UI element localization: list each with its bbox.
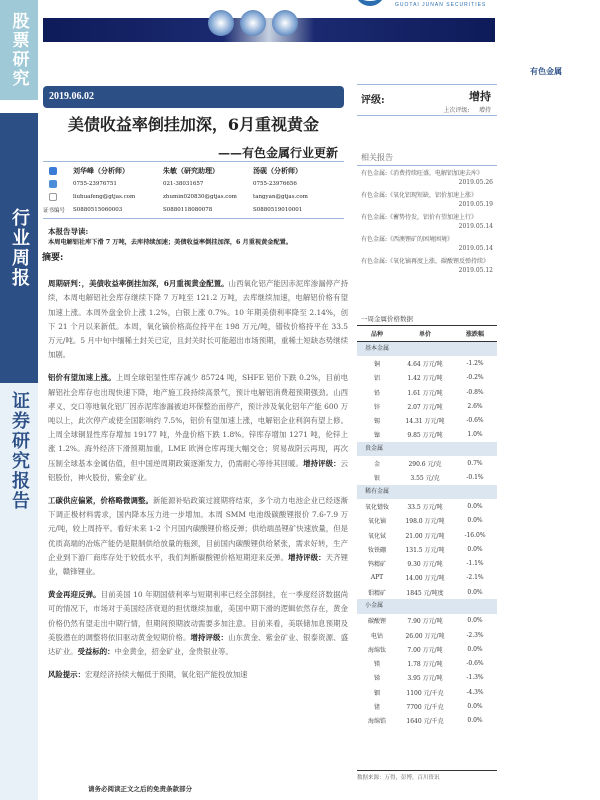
paragraph-lead: 黄金再迎反弹。 [48, 590, 101, 600]
price-cell: 3.55 元/克 [410, 475, 440, 483]
paragraph-text: 天齐锂业，赣锋锂业。 [48, 552, 348, 577]
price-cell: 1.42 万元/吨 [407, 375, 443, 383]
page-subtitle: ——有色金属行业更新 [217, 146, 338, 160]
related-report-title: 有色金属:《蓄势待发，铝价有望加速上行》 [361, 214, 478, 221]
price-cell: 1.61 万元/吨 [407, 389, 443, 397]
table-group-row: 基本金属 [357, 342, 497, 356]
paragraph-lead: 受益标的： [77, 647, 115, 657]
metal-cell: 金 [373, 461, 380, 469]
price-cell: 33.5 万元/吨 [407, 503, 443, 511]
table-row [357, 471, 497, 485]
paragraph-text: 新能源补贴政策过渡期将结束，多个动力电池企业已经逐渐下调正极材料需求，国内降本压力进一步增加。本周 SMM 电池级碳酸锂报价 7.6-7.9 万元/吨，较上周持平。看好未来 1-2 个月国内碳酸锂价格反弹；供给端虽锂矿快速放量，但是优质高端的冶炼产能仍是限制供给放量的瓶颈，目前国内碳酸锂供给紧张，需求好转，生产企业到下游厂商库存处于较低水平，我们判断碳酸锂价格短期迎来反弹。 [48, 496, 348, 562]
paragraph-lead: 增持评级： [303, 458, 341, 468]
change-cell: -0.6% [466, 417, 484, 425]
summary-paragraph [48, 277, 348, 362]
paragraph-lead: 增持评级： [190, 632, 229, 642]
authors-table [43, 161, 344, 219]
previous-rating-label: 上次评级: [443, 107, 470, 114]
table-row [357, 642, 497, 656]
report-date: 2019.06.02 [43, 86, 344, 108]
table-caption: 一周金属价格数据 [357, 312, 497, 326]
paragraph-text: 云铝股份，神火股份，紫金矿业。 [48, 458, 348, 482]
table-row [357, 371, 497, 385]
table-row [357, 628, 497, 642]
change-cell: -16.0% [464, 531, 486, 539]
table-row [357, 399, 497, 413]
paragraph-text: 宏观经济持续大幅低于预期，氧化铝产能投放加速 [84, 670, 248, 680]
sector-label: 有色金属 [530, 66, 562, 76]
price-cell: 7.90 万元/吨 [407, 618, 443, 626]
rating-value: 增持 [469, 90, 491, 103]
phone-icon [49, 180, 57, 188]
metal-cell: 海绵钛 [367, 646, 386, 654]
metal-cell: 氧化铽 [367, 532, 386, 540]
price-cell: 1640 元/千克 [406, 718, 444, 726]
metal-cell: 锌 [373, 403, 380, 411]
author-name: 朱敏（研究助理） [163, 165, 219, 175]
metal-cell: 氧化镨钕 [364, 503, 389, 511]
table-row [357, 571, 497, 585]
related-report-item[interactable] [357, 210, 497, 232]
author-name: 汤砚（分析师） [253, 165, 302, 175]
page-title: 美债收益率倒挂加深，6月重视黄金 [67, 115, 320, 134]
metal-cell: 海绵锆 [367, 718, 386, 726]
table-row [357, 699, 497, 713]
guide-text: 本周电解铝社库下滑 7 万吨，去库持续加速；美债收益率倒挂加深，6 月重视黄金配置。 [48, 239, 293, 246]
sidebar-stock-research: 股票研究 [0, 0, 38, 100]
price-cell: 9.30 万元/吨 [407, 561, 443, 569]
author-email[interactable]: tangyan@gtjas.com [253, 193, 308, 200]
metal-cell: 镍 [373, 432, 380, 440]
previous-rating-value: 增持 [478, 107, 491, 114]
change-cell: 0.0% [467, 617, 483, 625]
paragraph-lead: 增持评级： [288, 552, 326, 562]
related-report-title: 有色金属:《氧化镝再度上涨，碳酸锂反弹持续》 [361, 258, 490, 265]
change-cell: 0.0% [467, 545, 483, 553]
price-cell: 9.85 万元/吨 [407, 432, 443, 440]
metal-cell: 铝 [373, 375, 380, 383]
table-group-row: 贵金属 [357, 442, 497, 456]
header-cell: 品种 [370, 331, 383, 338]
related-report-title: 有色金属:《氧化铝现短缺，铝价加速上涨》 [361, 192, 478, 199]
change-cell: 1.0% [467, 431, 483, 439]
rating-box [357, 84, 497, 116]
data-source: 数据来源：万得，彭博，百川资讯 [357, 770, 497, 781]
price-cell: 7.00 万元/吨 [407, 646, 443, 654]
header-cell: 涨跌幅 [465, 331, 484, 338]
main-content [42, 226, 348, 691]
related-report-item[interactable] [357, 232, 497, 254]
change-cell: -1.1% [466, 560, 484, 568]
author-phone: 0755-23976656 [253, 180, 297, 187]
price-cell: 14.00 万元/吨 [405, 575, 445, 583]
author-phone: 021-38031657 [163, 180, 204, 187]
table-row [357, 456, 497, 470]
paragraph-text: 上周全球铝显性库存减少 85724 吨，SHFE 铝价下跌 0.2%，目前电解铝社会库存也出现快速下降，地产施工段持续高景气，预计电解铝消费超预期强劲。山西孝义、交口等地氧化铝厂因赤泥库渗漏被迫环保整治而停产，预计涉及氧化铝年产能 600 万吨以上，此次停产或使全国影响约 7.5%，铝价有望加速上涨，电解铝企业利润有望上修。上周全球铜显性库存增加 19177 吨，外盘价格下跌 1.8%。锌库存增加 1271 吨，伦锌上涨 1.2%。海外经济下滑预期加重，LME 欧洲仓库再现大幅交仓；贸易战阴云再现，再次压制全球基本金属估值，但中国逆周期政策逐渐发力，仍需耐心等待其回暖。 [48, 373, 348, 468]
change-cell: -0.2% [466, 374, 484, 382]
related-report-title: 有色金属:《消费持续旺盛，电解铝加速去库》 [361, 170, 484, 177]
price-cell: 1845 元/吨度 [406, 589, 444, 597]
paragraph-lead: 工碳供应偏紧，价格略微调整。 [48, 496, 154, 506]
paragraph-text: 山西氧化铝产能因赤泥库渗漏停产持续，本周电解铝社会库存继续下降 7 万吨至 121.2 万吨，去库继续加速，电解铝价格有望加速上涨。本周外盘金价上涨 1.2%，白银上涨 0.7%。10 年期美债利率降至 2.14%，创下 21 个月以来新低。本周，氧化镝价格高位持平在 198 万元/吨，镨钕价格持平在 33.5 万元/吨。5 月中旬中缅稀土封关已定，且封关时长可能超出市场预期，重稀土短缺态势继续加剧。 [48, 279, 348, 360]
table-row [357, 413, 497, 427]
previous-rating [443, 105, 491, 114]
cert-label: 证书编号 [43, 207, 66, 214]
change-cell: -1.3% [466, 674, 484, 682]
table-row [357, 528, 497, 542]
metal-cell: 钨精矿 [367, 561, 386, 569]
change-cell: 2.6% [467, 402, 483, 410]
change-cell: 0.0% [467, 717, 483, 725]
sidebar-securities-report: 证券研究报告 [0, 383, 38, 800]
table-header [357, 326, 497, 342]
paragraph-lead: 铝价有望加速上涨。 [48, 373, 116, 383]
diamond-decoration-icon [208, 6, 298, 40]
change-cell: -2.3% [466, 631, 484, 639]
metal-cell: 钕铁硼 [367, 546, 386, 554]
price-cell: 290.6 元/克 [408, 461, 442, 469]
logo-icon [355, 0, 385, 6]
change-cell: -2.1% [466, 574, 484, 582]
summary-paragraph [48, 588, 348, 659]
related-report-item[interactable] [357, 188, 497, 210]
change-cell: 0.0% [467, 588, 483, 596]
price-cell: 4.64 万元/吨 [407, 360, 443, 368]
metal-cell: 锡 [373, 418, 380, 426]
summary-title: 摘要: [42, 253, 64, 263]
author-cert: S0880519010001 [253, 206, 303, 213]
change-cell: -0.8% [466, 388, 484, 396]
table-row [357, 542, 497, 556]
related-report-date: 2019.05.19 [458, 201, 493, 208]
author-email[interactable]: liuhuafeng@gtjas.com [73, 193, 136, 200]
table-row [357, 614, 497, 628]
related-report-title: 有色金属:《西澳锂矿的困境困境》 [361, 236, 454, 243]
related-heading: 相关报告 [357, 150, 497, 166]
paragraph-lead: 周期研判：，美债收益率倒挂加深，6月重视黄金配置。 [48, 279, 229, 289]
person-icon [49, 167, 57, 175]
paragraph-text: 山东黄金、紫金矿业、银泰资源、盛达矿业。 [48, 632, 348, 657]
metal-cell: 电钴 [370, 632, 383, 640]
table-row [357, 356, 497, 370]
guide-title: 本报告导读: [48, 227, 89, 236]
change-cell: -4.3% [466, 688, 484, 696]
author-cert: S0880515060003 [73, 206, 123, 213]
metal-cell: 铜 [373, 360, 380, 368]
rating-label: 评级: [361, 95, 385, 106]
table-row [357, 385, 497, 399]
table-row [357, 585, 497, 599]
table-row [357, 714, 497, 728]
change-cell: 0.7% [467, 460, 483, 468]
related-report-date: 2019.05.26 [458, 179, 493, 186]
table-row [357, 556, 497, 570]
price-cell: 21.00 万元/吨 [405, 532, 445, 540]
price-cell: 131.5 万元/吨 [405, 546, 445, 554]
table-row [357, 685, 497, 699]
summary-paragraph [48, 371, 348, 485]
table-group-row: 稀有金属 [357, 485, 497, 499]
price-cell: 14.31 万元/吨 [405, 418, 445, 426]
table-row [357, 428, 497, 442]
related-report-date: 2019.05.12 [458, 267, 493, 274]
table-row [357, 499, 497, 513]
change-cell: -0.1% [466, 474, 484, 482]
related-report-date: 2019.05.14 [458, 223, 493, 230]
table-row [357, 657, 497, 671]
price-cell: 1100 元/千克 [406, 689, 444, 697]
price-table [357, 312, 497, 728]
change-cell: 0.0% [467, 645, 483, 653]
related-report-item[interactable] [357, 254, 497, 276]
price-cell: 2.07 万元/吨 [407, 403, 443, 411]
summary-paragraph [48, 494, 348, 579]
metal-cell: 碳酸锂 [367, 618, 386, 626]
change-cell: -1.2% [466, 359, 484, 367]
disclaimer-footer: 请务必阅读正文之后的免责条款部分 [88, 785, 192, 793]
metal-cell: 铟 [373, 689, 380, 697]
related-report-date: 2019.05.14 [458, 245, 493, 252]
metal-cell: 锑 [373, 675, 380, 683]
price-cell: 7700 元/千克 [406, 704, 444, 712]
metal-cell: 钼精矿 [367, 589, 386, 597]
metal-cell: 银 [373, 475, 380, 483]
price-cell: 198.0 万元/吨 [405, 518, 445, 526]
logo: GUOTAI JUNAN SECURITIES [395, 2, 487, 8]
sidebar-weekly-report: 行业周报 [0, 113, 38, 383]
author-name: 刘华峰（分析师） [73, 165, 129, 175]
paragraph-lead: 风险提示： [48, 670, 85, 680]
metal-cell: 锗 [373, 704, 380, 712]
change-cell: 0.0% [467, 703, 483, 711]
metal-cell: 镁 [373, 661, 380, 669]
change-cell: -0.6% [466, 660, 484, 668]
summary-paragraph [48, 668, 348, 682]
change-cell: 0.0% [467, 502, 483, 510]
related-report-item[interactable] [357, 166, 497, 188]
metal-cell: 氧化镝 [367, 518, 386, 526]
paragraph-text: 中金黄金，招金矿业，金贵银业等。 [114, 647, 233, 657]
author-cert: S0880118080078 [163, 206, 213, 213]
header-cell: 单价 [418, 331, 431, 338]
metal-cell: APT [370, 574, 384, 582]
table-group-row: 小金属 [357, 599, 497, 613]
price-cell: 26.00 万元/吨 [405, 632, 445, 640]
paragraph-text: 目前美国 10 年期国债利率与短期利率已经全部倒挂，在一季度经济数据尚可的情况下，市场对于美国经济衰退的担忧继续加重，美国中期下滑的逻辑依然存在，黄金价格仍然有望走出中期行情，但期间预期波动需要多加注意。目前来看，美联储加息预期及美股潜在的调整将依旧驱动黄金短期价格。 [48, 590, 348, 642]
price-cell: 3.95 万元/吨 [407, 675, 443, 683]
author-email[interactable]: zhumin020830@gtjas.com [163, 193, 237, 200]
related-reports [357, 150, 497, 276]
metal-cell: 铅 [373, 389, 380, 397]
email-icon [49, 193, 57, 201]
change-cell: 0.0% [467, 517, 483, 525]
author-phone: 0755-23976751 [73, 180, 117, 187]
table-row [357, 671, 497, 685]
price-cell: 1.78 万元/吨 [407, 661, 443, 669]
table-row [357, 514, 497, 528]
